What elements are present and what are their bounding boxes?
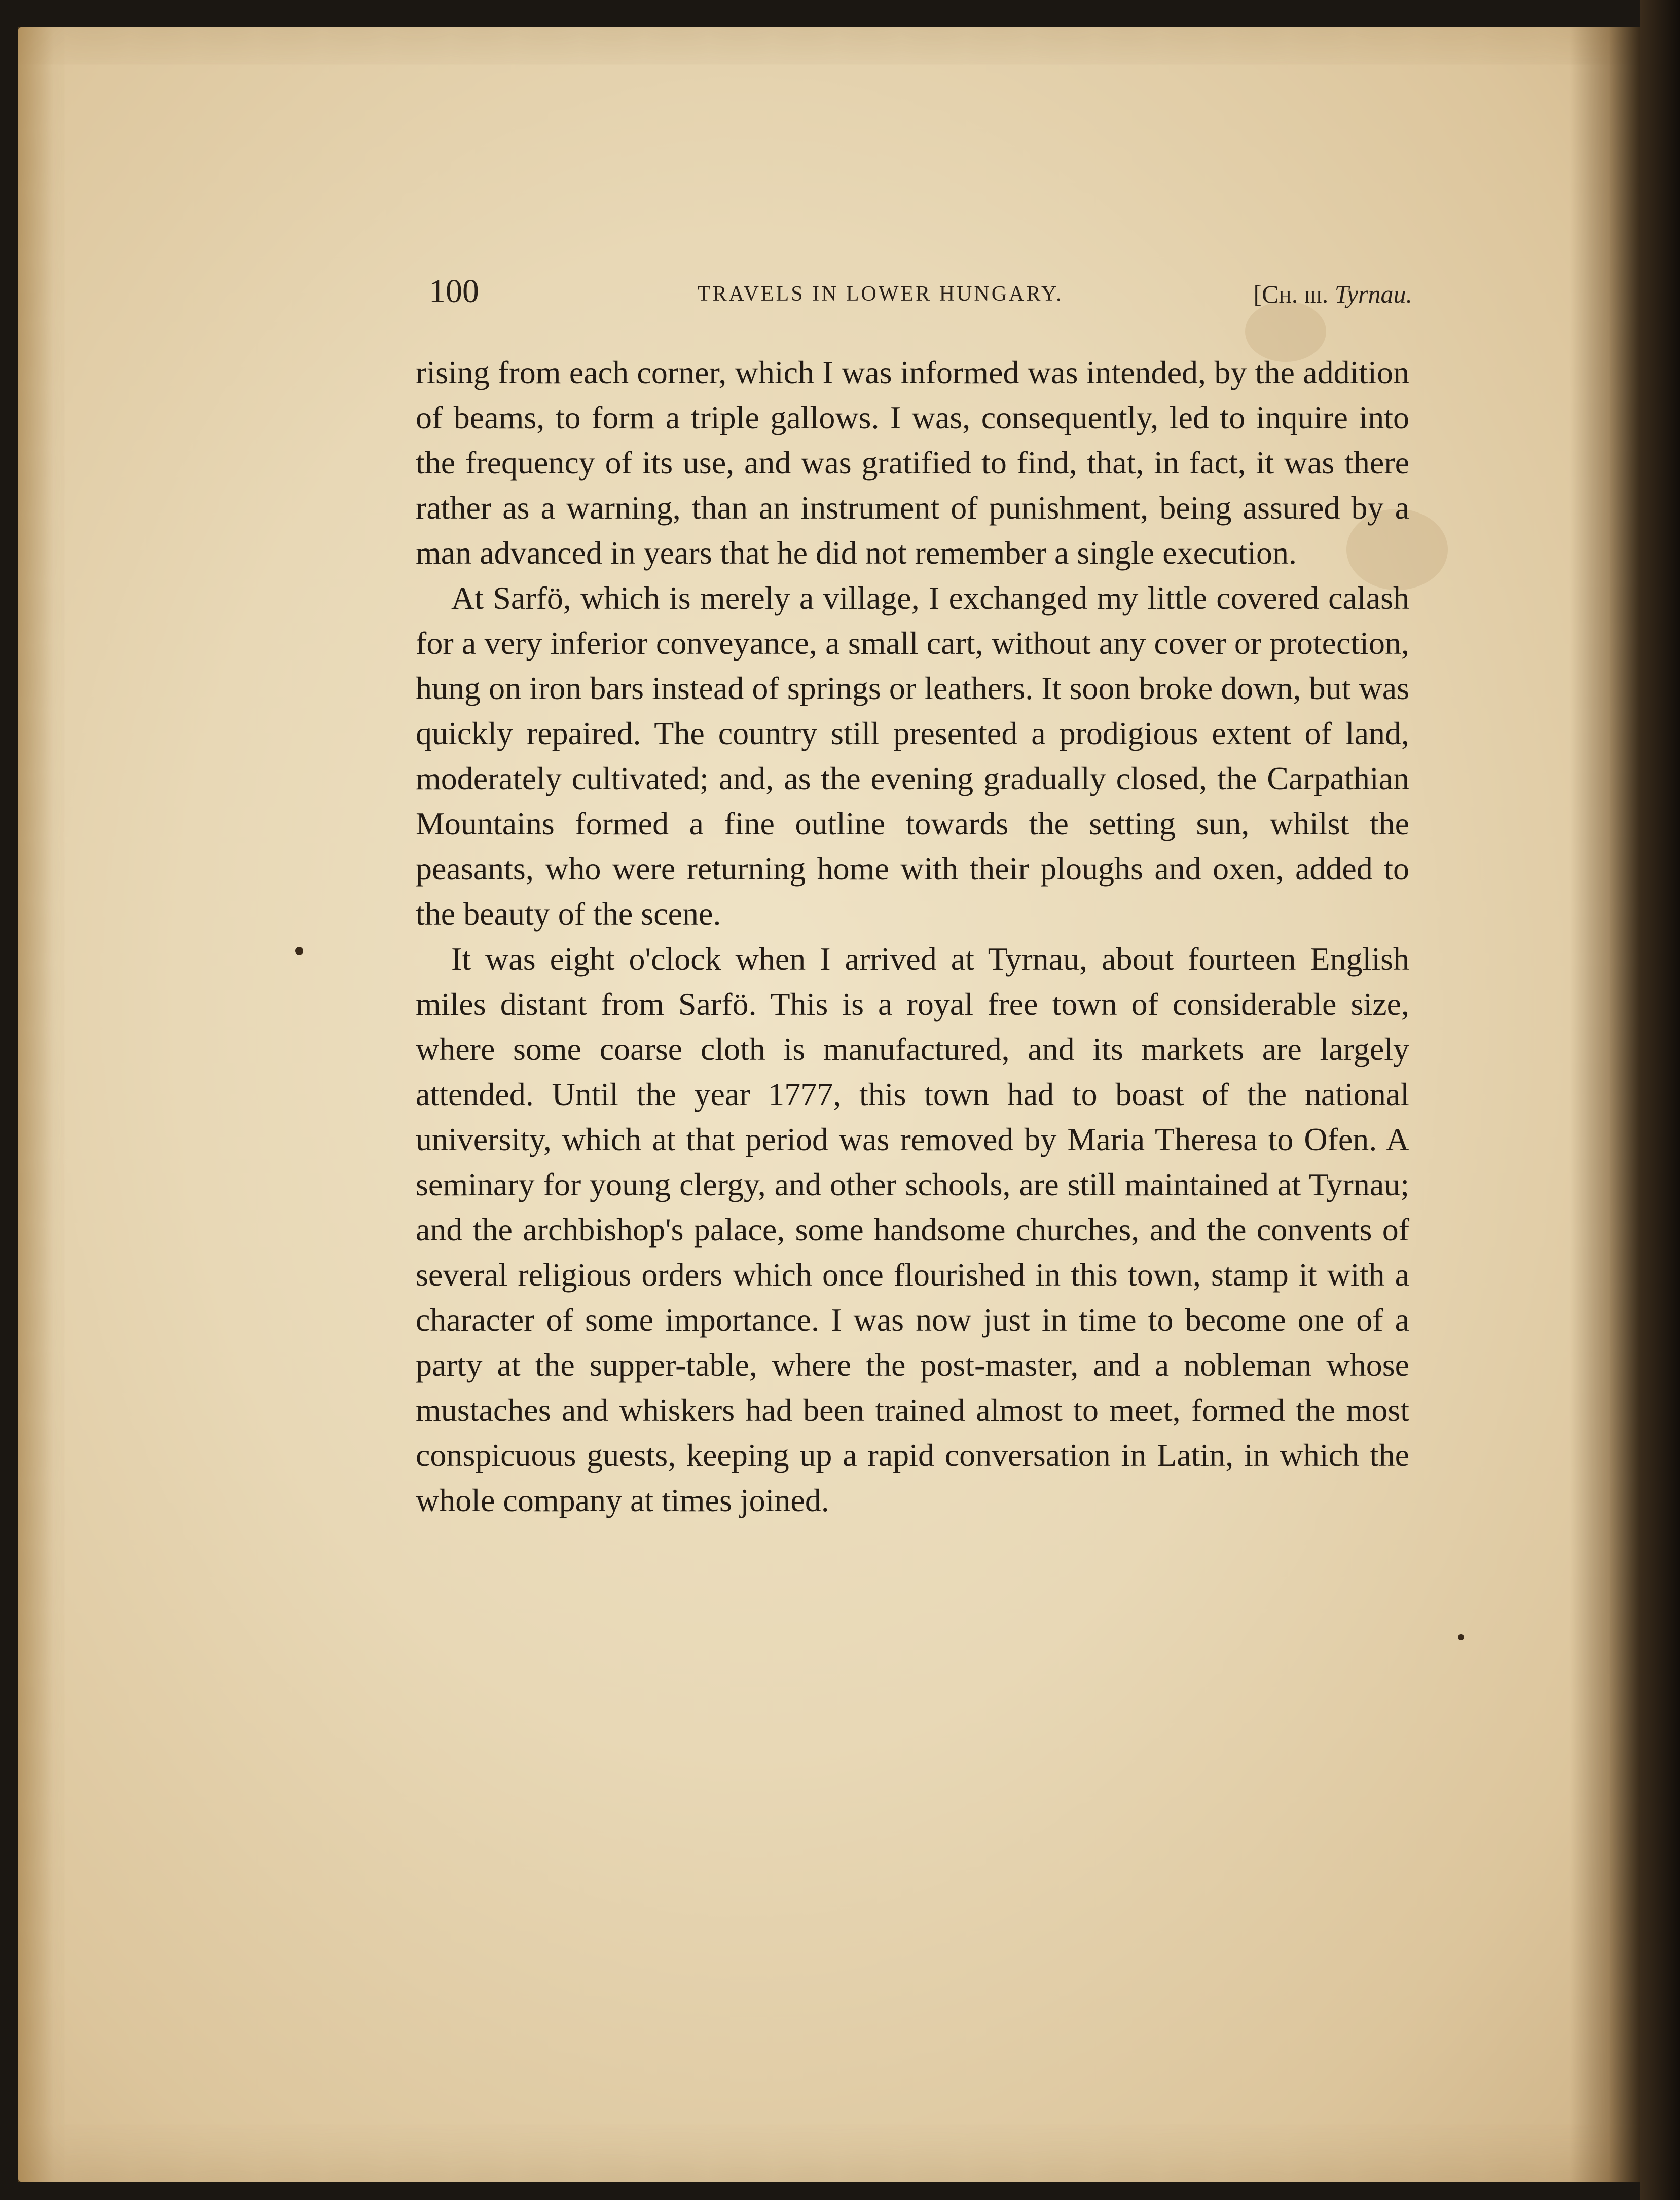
book-spine [1640, 0, 1680, 2200]
chapter-place: Tyrnau. [1334, 280, 1412, 308]
page-gutter-shadow [1569, 27, 1640, 2182]
body-text [416, 350, 1409, 1523]
page-number: 100 [429, 273, 479, 310]
paragraph-continued: rising from each corner, which I was informed was intended, by the addition of beams, to form a triple gallows. I was, consequently, led to inquire into the frequency of its use, and was gratified to find, that, in fact, it was there rather as a warning, than an instrument of punishment, being assured by a man advanced in years that he did not remember a single execution. [416, 354, 1409, 571]
ink-speck [295, 947, 303, 955]
paragraph-tyrnau: It was eight o'clock when I arrived at Tyrnau, about fourteen English miles distant from Sarfö. This is a royal free town of considerable size, where some coarse cloth is manufactured, and its markets are largely attended. Until the year 1777, this town had to boast of the national university, which at that period was removed by Maria Theresa to Ofen. A seminary for young clergy, and other schools, are still maintained at Tyrnau; and the archbishop's palace, some handsome churches, and the convents of several religious orders which once flourished in this town, stamp it with a character of some importance. I was now just in time to become one of a party at the supper-table, where the post-master, and a nobleman whose mustaches and whiskers had been trained almost to meet, formed the most conspicuous guests, keeping up a rapid conversation in Latin, in which the whole company at times joined. [416, 941, 1409, 1518]
running-header [429, 269, 1412, 314]
chapter-label: [Ch. iii. [1253, 280, 1329, 308]
ink-speck [1458, 1634, 1464, 1640]
paragraph-sarfo: At Sarfö, which is merely a village, I exchanged my little covered calash for a very inferior conveyance, a small cart, without any cover or protection, hung on iron bars instead of springs or leathers. It soon broke down, but was quickly repaired. The country still presented a prodigious extent of land, moderately cultivated; and, as the evening gradually closed, the Carpathian Mountains formed a fine outline towards the setting sun, whilst the peasants, who were returning home with their ploughs and oxen, added to the beauty of the scene. [416, 580, 1409, 932]
chapter-reference [1254, 274, 1413, 314]
running-title: TRAVELS IN LOWER HUNGARY. [698, 282, 1064, 306]
